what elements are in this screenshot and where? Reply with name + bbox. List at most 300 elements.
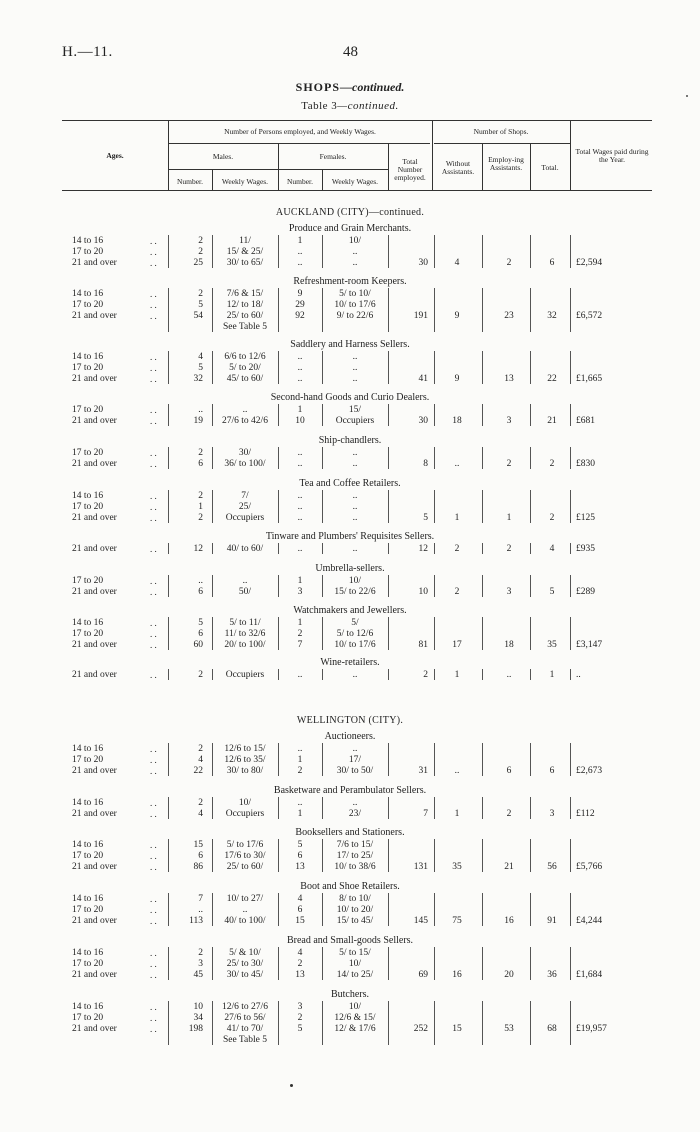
shops-without-assistants: 1: [454, 513, 460, 523]
column-rule: [434, 797, 435, 819]
column-rule: [212, 617, 213, 650]
column-rule: [482, 288, 483, 332]
shops-employing-assistants: 3: [506, 416, 512, 426]
female-number: ..: [297, 502, 303, 512]
section-heading: Saddlery and Harness Sellers.: [290, 339, 410, 350]
male-wages: 7/6 & 15/: [226, 289, 264, 299]
leader-dots: . .: [150, 948, 157, 958]
shops-employing-assistants: 2: [506, 459, 512, 469]
column-rule: [168, 447, 169, 469]
column-rule: [278, 893, 279, 926]
leader-dots: . .: [150, 851, 157, 861]
leader-dots: . .: [150, 798, 157, 808]
male-number: 4: [198, 809, 203, 819]
column-rule: [570, 797, 571, 819]
wellington-city-heading: WELLINGTON (CITY).: [296, 715, 404, 726]
female-wages: 30/ to 50/: [336, 766, 374, 776]
column-rule: [278, 669, 279, 680]
age-band: 17 to 20: [72, 851, 104, 861]
total-employed: 131: [413, 862, 428, 872]
column-rule: [388, 617, 389, 650]
leader-dots: . .: [150, 1013, 157, 1023]
male-number: ..: [198, 405, 203, 415]
female-number: 5: [297, 840, 303, 850]
total-employed: 10: [418, 587, 428, 597]
male-number: 4: [198, 352, 203, 362]
leader-dots: . .: [150, 311, 157, 321]
male-number: ..: [198, 576, 203, 586]
female-number: ..: [297, 491, 303, 501]
column-rule: [434, 447, 435, 469]
total-employed: 31: [418, 766, 428, 776]
column-rule: [482, 447, 483, 469]
column-rule: [322, 404, 323, 426]
column-rule: [434, 1001, 435, 1045]
column-rule: [322, 669, 323, 680]
header-shops: Number of Shops.: [473, 127, 529, 136]
column-rule: [212, 893, 213, 926]
age-band: 17 to 20: [72, 629, 104, 639]
leader-dots: . .: [150, 576, 157, 586]
female-wages: 15/ to 45/: [336, 916, 374, 926]
total-wages: £2,673: [576, 766, 603, 776]
male-wages: Occupiers: [225, 670, 265, 680]
female-wages: ..: [352, 363, 358, 373]
age-band: 21 and over: [72, 809, 117, 819]
column-rule: [168, 288, 169, 332]
shops-total: 5: [549, 587, 555, 597]
column-rule: [388, 743, 389, 776]
column-rule: [322, 947, 323, 980]
total-employed: 191: [413, 311, 428, 321]
male-wages: 27/6 to 42/6: [222, 416, 268, 426]
column-rule: [278, 575, 279, 597]
shops-employing-assistants: 53: [504, 1024, 514, 1034]
male-number: 2: [198, 289, 203, 299]
male-number: 15: [193, 840, 203, 850]
shops-without-assistants: 1: [454, 670, 460, 680]
column-rule: [212, 1001, 213, 1045]
female-number: ..: [297, 247, 303, 257]
male-wages: 30/ to 65/: [226, 258, 264, 268]
leader-dots: . .: [150, 916, 157, 926]
column-rule: [212, 288, 213, 332]
age-band: 21 and over: [72, 416, 117, 426]
age-band: 17 to 20: [72, 363, 104, 373]
female-number: ..: [297, 670, 303, 680]
total-wages: £3,147: [576, 640, 603, 650]
male-number: 6: [198, 629, 203, 639]
shops-employing-assistants: 3: [506, 587, 512, 597]
female-wages: 15/ to 22/6: [334, 587, 376, 597]
female-wages: 10/ to 38/6: [334, 862, 376, 872]
shops-without-assistants: 2: [454, 587, 460, 597]
column-rule: [168, 235, 169, 268]
male-number: 5: [198, 363, 203, 373]
female-number: 1: [297, 618, 303, 628]
leader-dots: . .: [150, 1024, 157, 1034]
female-wages: ..: [352, 544, 358, 554]
male-wages: 30/ to 80/: [226, 766, 264, 776]
female-number: ..: [297, 448, 303, 458]
header-top-rule: [62, 120, 652, 121]
column-rule: [168, 351, 169, 384]
male-wages: 20/ to 100/: [224, 640, 266, 650]
male-wages: 5/ to 11/: [229, 618, 261, 628]
title-main: SHOPS: [295, 80, 340, 94]
column-rule: [322, 839, 323, 872]
leader-dots: . .: [150, 491, 157, 501]
male-number: 22: [193, 766, 203, 776]
column-rule: [388, 543, 389, 554]
shops-without-assistants: 2: [454, 544, 460, 554]
female-wages: 10/: [348, 1002, 362, 1012]
column-rule: [388, 490, 389, 523]
male-wages: 36/ to 100/: [224, 459, 266, 469]
age-band: 14 to 16: [72, 894, 104, 904]
column-rule: [322, 893, 323, 926]
leader-dots: . .: [150, 544, 157, 554]
column-rule: [278, 490, 279, 523]
column-rule: [168, 404, 169, 426]
column-rule: [168, 490, 169, 523]
male-number: 2: [198, 236, 203, 246]
male-wages: ..: [242, 905, 248, 915]
shops-total: 56: [547, 862, 557, 872]
header-male-wages: Weekly Wages.: [221, 177, 269, 186]
total-employed: 145: [413, 916, 428, 926]
footer-dot: [290, 1084, 293, 1087]
age-band: 14 to 16: [72, 618, 104, 628]
shops-employing-assistants: 18: [504, 640, 514, 650]
male-wages: 25/ to 60/: [226, 862, 264, 872]
column-rule: [388, 235, 389, 268]
page-title: [0, 80, 700, 95]
report-id: H.—11.: [62, 44, 113, 60]
leader-dots: . .: [150, 618, 157, 628]
male-wages: 15/ & 25/: [226, 247, 264, 257]
male-wages: 50/: [238, 587, 252, 597]
column-rule: [168, 1001, 169, 1045]
column-rule: [570, 669, 571, 680]
female-wages: 10/ to 20/: [336, 905, 374, 915]
column-rule: [530, 351, 531, 384]
shops-without-assistants: ..: [454, 459, 460, 469]
column-rule: [322, 543, 323, 554]
age-band: 21 and over: [72, 970, 117, 980]
age-band: 17 to 20: [72, 755, 104, 765]
male-number: 45: [193, 970, 203, 980]
male-number: 2: [198, 247, 203, 257]
section-heading: Watchmakers and Jewellers.: [293, 605, 407, 616]
column-rule: [278, 797, 279, 819]
total-employed: 30: [418, 258, 428, 268]
age-band: 21 and over: [72, 258, 117, 268]
male-number: 25: [193, 258, 203, 268]
column-rule: [278, 404, 279, 426]
female-wages: ..: [352, 374, 358, 384]
female-number: ..: [297, 798, 303, 808]
leader-dots: . .: [150, 862, 157, 872]
total-employed: 5: [423, 513, 428, 523]
female-wages: ..: [352, 513, 358, 523]
column-rule: [212, 743, 213, 776]
column-rule: [388, 797, 389, 819]
female-number: ..: [297, 544, 303, 554]
male-wages: 40/ to 60/: [226, 544, 264, 554]
column-rule: [482, 351, 483, 384]
male-number: 12: [193, 544, 203, 554]
male-number: 6: [198, 459, 203, 469]
female-wages: ..: [352, 491, 358, 501]
column-rule: [278, 543, 279, 554]
male-wages: 7/: [241, 491, 249, 501]
shops-employing-assistants: 13: [504, 374, 514, 384]
total-employed: 30: [418, 416, 428, 426]
column-rule: [388, 839, 389, 872]
leader-dots: . .: [150, 363, 157, 373]
header-employing-assistants: Employ-ing Assistants.: [488, 155, 524, 172]
column-rule: [434, 669, 435, 680]
header-female-wages: Weekly Wages.: [331, 177, 379, 186]
male-wages: ..: [242, 405, 248, 415]
column-rule: [570, 447, 571, 469]
column-rule: [434, 351, 435, 384]
shops-without-assistants: 15: [452, 1024, 462, 1034]
leader-dots: . .: [150, 416, 157, 426]
section-heading: Produce and Grain Merchants.: [288, 223, 412, 234]
shops-total: 3: [549, 809, 555, 819]
table-subtitle: [0, 100, 700, 112]
title-suffix: —continued.: [340, 80, 405, 94]
column-rule: [434, 288, 435, 332]
age-band: 21 and over: [72, 766, 117, 776]
female-wages: ..: [352, 258, 358, 268]
shops-employing-assistants: 16: [504, 916, 514, 926]
male-number: 54: [193, 311, 203, 321]
female-wages: 15/: [348, 405, 362, 415]
column-rule: [482, 404, 483, 426]
header-ages-label: Ages.: [106, 151, 124, 160]
leader-dots: . .: [150, 352, 157, 362]
age-band: 14 to 16: [72, 798, 104, 808]
column-rule: [434, 543, 435, 554]
leader-dots: . .: [150, 448, 157, 458]
column-rule: [278, 235, 279, 268]
age-band: 21 and over: [72, 670, 117, 680]
section-heading: Tinware and Plumbers' Requisites Sellers.: [265, 531, 435, 542]
column-rule: [570, 404, 571, 426]
male-number: 2: [198, 744, 203, 754]
column-rule: [278, 351, 279, 384]
column-rule: [322, 797, 323, 819]
female-number: 5: [297, 1024, 303, 1034]
auckland-city-heading: AUCKLAND (CITY)—continued.: [275, 207, 425, 218]
section-heading: Refreshment-room Keepers.: [293, 276, 407, 287]
female-wages: 9/ to 22/6: [336, 311, 374, 321]
column-rule: [570, 743, 571, 776]
column-rule: [212, 797, 213, 819]
shops-employing-assistants: 6: [506, 766, 512, 776]
column-rule: [570, 351, 571, 384]
column-rule: [570, 947, 571, 980]
male-number: 2: [198, 948, 203, 958]
male-wages: 45/ to 60/: [226, 374, 264, 384]
column-rule: [482, 743, 483, 776]
column-rule: [482, 947, 483, 980]
age-band: 21 and over: [72, 311, 117, 321]
column-rule: [212, 490, 213, 523]
column-rule: [168, 669, 169, 680]
shops-without-assistants: 1: [454, 809, 460, 819]
header-total-shops: Total.: [541, 163, 559, 172]
female-number: ..: [297, 513, 303, 523]
age-band: 17 to 20: [72, 576, 104, 586]
leader-dots: . .: [150, 405, 157, 415]
female-wages: 12/6 & 15/: [334, 1013, 376, 1023]
male-number: 2: [198, 491, 203, 501]
female-number: 3: [297, 1002, 303, 1012]
leader-dots: . .: [150, 1002, 157, 1012]
column-rule: [322, 447, 323, 469]
subtitle-suffix: —continued.: [337, 100, 399, 112]
male-wages: 5/ to 17/6: [226, 840, 264, 850]
leader-dots: . .: [150, 258, 157, 268]
female-wages: 8/ to 10/: [339, 894, 371, 904]
male-wages: 17/6 to 30/: [224, 851, 266, 861]
total-employed: 2: [423, 670, 428, 680]
female-number: ..: [297, 352, 303, 362]
total-employed: 41: [418, 374, 428, 384]
column-rule: [570, 490, 571, 523]
shops-total: 91: [547, 916, 557, 926]
shops-employing-assistants: 2: [506, 258, 512, 268]
header-females: Females.: [319, 152, 347, 161]
male-number: 10: [193, 1002, 203, 1012]
total-employed: 81: [418, 640, 428, 650]
column-rule: [388, 288, 389, 332]
female-wages: 14/ to 25/: [336, 970, 374, 980]
age-band: 17 to 20: [72, 405, 104, 415]
age-band: 21 and over: [72, 374, 117, 384]
column-rule: [530, 893, 531, 926]
age-band: 21 and over: [72, 916, 117, 926]
age-band: 21 and over: [72, 640, 117, 650]
age-band: 21 and over: [72, 587, 117, 597]
male-wages: See Table 5: [222, 322, 267, 332]
female-number: 2: [297, 766, 303, 776]
total-employed: 252: [413, 1024, 428, 1034]
section-heading: Wine-retailers.: [320, 657, 380, 668]
male-number: 60: [193, 640, 203, 650]
shops-employing-assistants: 2: [506, 544, 512, 554]
column-rule: [168, 947, 169, 980]
female-number: 6: [297, 905, 303, 915]
section-heading: Umbrella-sellers.: [315, 563, 385, 574]
age-band: 17 to 20: [72, 502, 104, 512]
female-number: ..: [297, 744, 303, 754]
header-female-number: Number.: [286, 177, 314, 186]
column-rule: [570, 288, 571, 332]
age-band: 14 to 16: [72, 1002, 104, 1012]
section-heading: Auctioneers.: [324, 731, 376, 742]
female-number: 13: [295, 862, 305, 872]
column-rule: [388, 575, 389, 597]
column-rule: [530, 575, 531, 597]
male-wages: 10/: [238, 798, 252, 808]
column-rule: [434, 743, 435, 776]
column-rule: [482, 617, 483, 650]
leader-dots: . .: [150, 640, 157, 650]
column-rule: [388, 447, 389, 469]
persons-group-rule: [168, 143, 430, 144]
col-divider: [570, 120, 571, 190]
age-band: 17 to 20: [72, 448, 104, 458]
column-rule: [388, 669, 389, 680]
column-rule: [212, 839, 213, 872]
female-wages: ..: [352, 459, 358, 469]
leader-dots: . .: [150, 744, 157, 754]
header-males: Males.: [212, 152, 234, 161]
male-wages: 25/ to 30/: [226, 959, 264, 969]
column-rule: [388, 351, 389, 384]
shops-without-assistants: 18: [452, 416, 462, 426]
shops-employing-assistants: 1: [506, 513, 512, 523]
leader-dots: . .: [150, 247, 157, 257]
column-rule: [434, 893, 435, 926]
column-rule: [322, 490, 323, 523]
total-wages: £112: [576, 809, 595, 819]
leader-dots: . .: [150, 236, 157, 246]
female-wages: 5/ to 15/: [339, 948, 371, 958]
male-number: 2: [198, 670, 203, 680]
female-number: 4: [297, 894, 303, 904]
female-number: 10: [295, 416, 305, 426]
column-rule: [168, 839, 169, 872]
total-employed: 7: [423, 809, 428, 819]
male-wages: 12/6 to 27/6: [222, 1002, 268, 1012]
column-rule: [530, 797, 531, 819]
shops-employing-assistants: 21: [504, 862, 514, 872]
section-heading: Second-hand Goods and Curio Dealers.: [270, 392, 430, 403]
column-rule: [322, 743, 323, 776]
male-number: 6: [198, 851, 203, 861]
col-divider: [388, 143, 389, 190]
column-rule: [388, 404, 389, 426]
female-wages: ..: [352, 670, 358, 680]
age-band: 14 to 16: [72, 491, 104, 501]
male-number: 3: [198, 959, 203, 969]
total-wages: £125: [576, 513, 595, 523]
male-number: 6: [198, 587, 203, 597]
column-rule: [530, 1001, 531, 1045]
age-band: 14 to 16: [72, 352, 104, 362]
section-heading: Tea and Coffee Retailers.: [299, 478, 401, 489]
column-rule: [278, 743, 279, 776]
total-wages: £289: [576, 587, 595, 597]
column-rule: [482, 575, 483, 597]
male-number: 32: [193, 374, 203, 384]
column-rule: [482, 797, 483, 819]
female-wages: 23/: [348, 809, 362, 819]
male-wages: 40/ to 100/: [224, 916, 266, 926]
shops-total: 22: [547, 374, 557, 384]
female-wages: ..: [352, 798, 358, 808]
male-number: 19: [193, 416, 203, 426]
column-rule: [278, 288, 279, 332]
column-rule: [570, 617, 571, 650]
male-wages: 5/ & 10/: [229, 948, 261, 958]
